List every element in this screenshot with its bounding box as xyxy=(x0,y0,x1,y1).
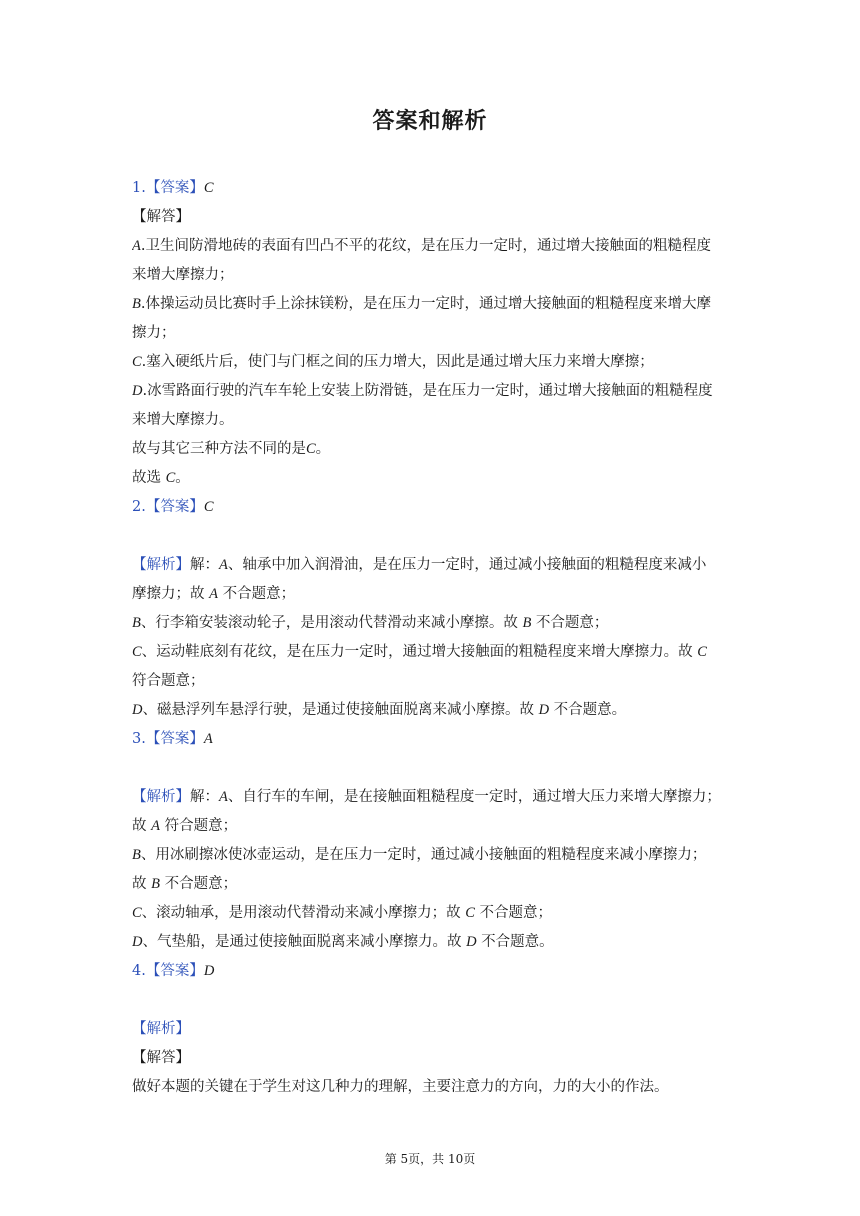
spacer xyxy=(132,522,732,551)
choice-letter: C xyxy=(165,470,176,486)
q1-jieda-label: 【解答】 xyxy=(132,209,190,225)
q1-option-d-cont: 来增大摩擦力。 xyxy=(132,412,234,428)
q3-answer-line xyxy=(132,725,732,754)
option-letter: B xyxy=(151,876,160,892)
option-letter: D xyxy=(132,934,143,950)
q1-option-a xyxy=(132,232,732,261)
option-letter: C xyxy=(132,644,142,660)
analysis-text: 故 xyxy=(132,876,152,892)
q3-analysis-line-2 xyxy=(132,812,732,841)
spacer xyxy=(132,754,732,783)
option-letter: D xyxy=(132,702,143,718)
q2-analysis-tag: 【解析】 xyxy=(132,557,190,573)
option-letter: C xyxy=(465,905,475,921)
q3-analysis-line-6 xyxy=(132,928,732,957)
analysis-text: 不合题意。 xyxy=(549,702,627,718)
q2-answer-line xyxy=(132,493,732,522)
analysis-text: 、自行车的车闸，是在接触面粗糙程度一定时，通过增大压力来增大摩擦力； xyxy=(227,789,721,805)
analysis-text: 解： xyxy=(190,557,219,573)
analysis-text: 不合题意。 xyxy=(476,934,554,950)
page-title: 答案和解析 xyxy=(372,109,488,134)
option-letter: D xyxy=(466,934,477,950)
option-letter: B xyxy=(132,615,141,631)
q2-analysis-line-4 xyxy=(132,638,732,667)
analysis-text: 不合题意； xyxy=(159,876,238,892)
q2-number: 2. xyxy=(132,499,146,515)
q1-answer-tag: 【答案】 xyxy=(145,180,204,196)
analysis-text: 解： xyxy=(190,789,219,805)
option-letter: C xyxy=(132,354,142,370)
q3-analysis-line-3 xyxy=(132,841,732,870)
option-letter: C xyxy=(132,905,142,921)
q2-analysis-line-2 xyxy=(132,580,732,609)
q2-answer-value: C xyxy=(203,499,214,515)
answer-content xyxy=(132,174,732,1102)
spacer xyxy=(132,986,732,1015)
analysis-text: 摩擦力；故 xyxy=(132,586,210,602)
option-text: .塞入硬纸片后，使门与门框之间的压力增大，因此是通过增大压力来增大摩擦； xyxy=(141,354,654,370)
q1-choice xyxy=(132,464,732,493)
option-letter: A xyxy=(209,586,218,602)
analysis-text: 、磁悬浮列车悬浮行驶，是通过使接触面脱离来减小摩擦。故 xyxy=(142,702,539,718)
analysis-text: 不合题意； xyxy=(474,905,553,921)
q4-jieda-label: 【解答】 xyxy=(132,1050,190,1066)
q1-number: 1. xyxy=(132,180,146,196)
analysis-text: 、轴承中加入润滑油，是在压力一定时，通过减小接触面的粗糙程度来减小 xyxy=(227,557,707,573)
q1-option-c xyxy=(132,348,732,377)
q3-analysis-line-1 xyxy=(132,783,732,812)
q3-analysis-tag: 【解析】 xyxy=(132,789,190,805)
q1-option-b xyxy=(132,290,732,319)
q2-answer-tag: 【答案】 xyxy=(145,499,204,515)
analysis-text: 、气垫船，是通过使接触面脱离来减小摩擦力。故 xyxy=(142,934,467,950)
q1-option-b-cont: 擦力； xyxy=(132,325,176,341)
q2-analysis-line-6 xyxy=(132,696,732,725)
q3-answer-tag: 【答案】 xyxy=(145,731,204,747)
q4-explanation: 做好本题的关键在于学生对这几种力的理解，主要注意力的方向，力的大小的作法。 xyxy=(132,1079,669,1095)
q3-answer-value: A xyxy=(203,731,213,747)
q4-number: 4. xyxy=(132,963,146,979)
q1-answer-value: C xyxy=(203,180,214,196)
q4-answer-tag: 【答案】 xyxy=(145,963,204,979)
analysis-text: 、运动鞋底刻有花纹，是在压力一定时，通过增大接触面的粗糙程度来增大摩擦力。故 xyxy=(141,644,698,660)
q4-analysis-tag: 【解析】 xyxy=(132,1021,190,1037)
option-letter: A xyxy=(219,557,228,573)
choice-end: 。 xyxy=(175,470,190,486)
analysis-text: 不合题意； xyxy=(217,586,296,602)
option-letter: A xyxy=(151,818,160,834)
option-letter: C xyxy=(697,644,707,660)
analysis-text: 、用冰刷擦冰使冰壶运动，是在压力一定时，通过减小接触面的粗糙程度来减小摩擦力； xyxy=(140,847,707,863)
q3-analysis-line-5 xyxy=(132,899,732,928)
conclusion-end: 。 xyxy=(315,441,331,457)
option-letter: B xyxy=(522,615,532,631)
q4-answer-value: D xyxy=(203,963,215,979)
q1-conclusion xyxy=(132,435,732,464)
q2-analysis-line-5: 符合题意； xyxy=(132,673,205,689)
analysis-text: 不合题意； xyxy=(531,615,609,631)
q1-option-a-cont: 来增大摩擦力； xyxy=(132,267,234,283)
q3-number: 3. xyxy=(132,731,146,747)
option-letter: D xyxy=(538,702,550,718)
q1-option-d xyxy=(132,377,732,406)
option-letter: D xyxy=(132,383,143,399)
conclusion-text: 故与其它三种方法不同的是 xyxy=(132,441,306,457)
page-footer: 第 5页，共 10页 xyxy=(384,1152,476,1166)
q1-answer-line xyxy=(132,174,732,203)
option-letter: A xyxy=(132,238,141,254)
option-text: .卫生间防滑地砖的表面有凹凸不平的花纹，是在压力一定时，通过增大接触面的粗糙程度 xyxy=(140,238,711,254)
analysis-text: 、滚动轴承，是用滚动代替滑动来减小摩擦力；故 xyxy=(141,905,466,921)
conclusion-letter: C xyxy=(306,441,316,457)
option-text: .冰雪路面行驶的汽车车轮上安装上防滑链，是在压力一定时，通过增大接触面的粗糙程度 xyxy=(142,383,713,399)
option-letter: A xyxy=(219,789,228,805)
option-letter: B xyxy=(132,296,141,312)
choice-text: 故选 xyxy=(132,470,166,486)
option-text: .体操运动员比赛时手上涂抹镁粉，是在压力一定时，通过增大接触面的粗糙程度来增大摩 xyxy=(140,296,711,312)
q2-analysis-line-1 xyxy=(132,551,732,580)
q4-answer-line xyxy=(132,957,732,986)
q2-analysis-line-3 xyxy=(132,609,732,638)
analysis-text: 故 xyxy=(132,818,152,834)
option-letter: B xyxy=(132,847,141,863)
q3-analysis-line-4 xyxy=(132,870,732,899)
analysis-text: 符合题意； xyxy=(159,818,238,834)
analysis-text: 、行李箱安装滚动轮子，是用滚动代替滑动来减小摩擦。故 xyxy=(140,615,523,631)
